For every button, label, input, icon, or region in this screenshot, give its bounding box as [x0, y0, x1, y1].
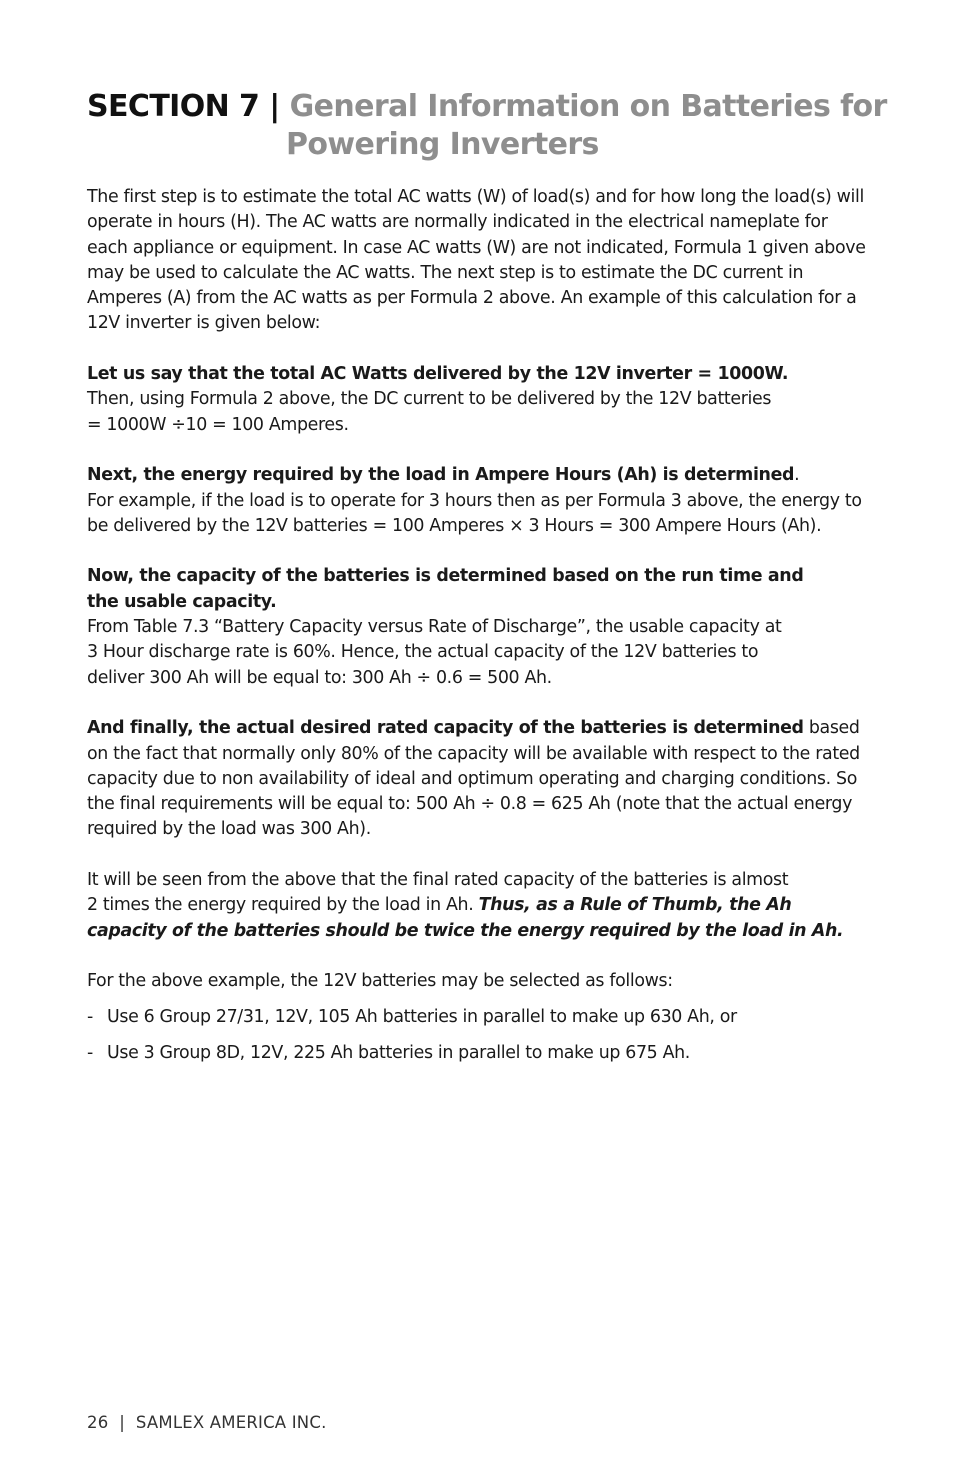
- ampere-hours-text: For example, if the load is to operate for 3 hours then as per Formula 3 above, the energy to be delivered by the 12V batteries = 100 Amperes × 3 Hours = 300 Ampere Hours (Ah).: [87, 490, 862, 536]
- ampere-hours-period: .: [794, 465, 800, 486]
- rated-capacity-text: based on the fact that normally only 80% of the capacity will be available with respect to the rated capacity due to non availability of ideal and optimum operating and charging conditions. So the final requirements will be equal to: 500 Ah ÷ 0.8 = 625 Ah (note that the actual energy required by the load was 300 Ah).: [87, 718, 860, 840]
- rated-capacity-statement: And finally, the actual desired rated capacity of the batteries is determined: [87, 718, 804, 739]
- document-body: [87, 185, 867, 1078]
- list-item: [87, 1041, 867, 1066]
- list-dash: -: [87, 1043, 93, 1064]
- rule-text-1: It will be seen from the above that the final rated capacity of the batteries is almost: [87, 870, 789, 891]
- rule-text-2: 2 times the energy required by the load in Ah.: [87, 895, 479, 916]
- list-item: [87, 1005, 867, 1030]
- paragraph-capacity: [87, 564, 867, 690]
- battery-selection-list: [87, 1005, 867, 1067]
- capacity-text-3: deliver 300 Ah will be equal to: 300 Ah ÷ 0.6 = 500 Ah.: [87, 667, 552, 688]
- dc-current-text-2: = 1000W ÷10 = 100 Amperes.: [87, 414, 349, 435]
- paragraph-rule-of-thumb: [87, 868, 867, 944]
- ac-watts-statement: Let us say that the total AC Watts delivered by the 12V inverter = 1000W.: [87, 364, 789, 385]
- heading-line-1: [87, 88, 907, 126]
- list-item-text: Use 3 Group 8D, 12V, 225 Ah batteries in parallel to make up 675 Ah.: [107, 1043, 690, 1064]
- section-heading: [87, 88, 907, 164]
- capacity-statement-1: Now, the capacity of the batteries is determined based on the run time and: [87, 566, 804, 587]
- paragraph-selection-intro: For the above example, the 12V batteries may be selected as follows:: [87, 971, 673, 992]
- page-footer: 26 | SAMLEX AMERICA INC.: [87, 1413, 327, 1432]
- rule-of-thumb-statement: Thus, as a Rule of Thumb, the Ah capacity of the batteries should be twice the energy required by the load in Ah.: [87, 895, 844, 941]
- section-number: SECTION 7: [87, 89, 260, 124]
- paragraph-intro: The first step is to estimate the total AC watts (W) of load(s) and for how long the load(s) will operate in hours (H). The AC watts are normally indicated in the electrical nameplate for each appliance or equipment. In case AC watts (W) are not indicated, Formula 1 given above may be used to calculate the AC watts. The next step is to estimate the DC current in Amperes (A) from the AC watts as per Formula 2 above. An example of this calculation for a 12V inverter is given below:: [87, 187, 866, 334]
- dc-current-text-1: Then, using Formula 2 above, the DC current to be delivered by the 12V batteries: [87, 389, 772, 410]
- paragraph-ampere-hours: [87, 463, 867, 539]
- section-title-line-2: Powering Inverters: [286, 127, 599, 162]
- paragraph-rated-capacity: [87, 716, 867, 842]
- section-title-line-1: General Information on Batteries for: [289, 89, 887, 124]
- list-item-text: Use 6 Group 27/31, 12V, 105 Ah batteries in parallel to make up 630 Ah, or: [107, 1006, 737, 1027]
- capacity-statement-2: the usable capacity.: [87, 591, 277, 612]
- capacity-text-1: From Table 7.3 “Battery Capacity versus Rate of Discharge”, the usable capacity at: [87, 617, 782, 638]
- heading-separator: |: [269, 89, 280, 124]
- capacity-text-2: 3 Hour discharge rate is 60%. Hence, the actual capacity of the 12V batteries to: [87, 642, 759, 663]
- paragraph-ac-watts: [87, 362, 867, 438]
- ampere-hours-statement: Next, the energy required by the load in Ampere Hours (Ah) is determined: [87, 465, 795, 486]
- list-dash: -: [87, 1006, 93, 1027]
